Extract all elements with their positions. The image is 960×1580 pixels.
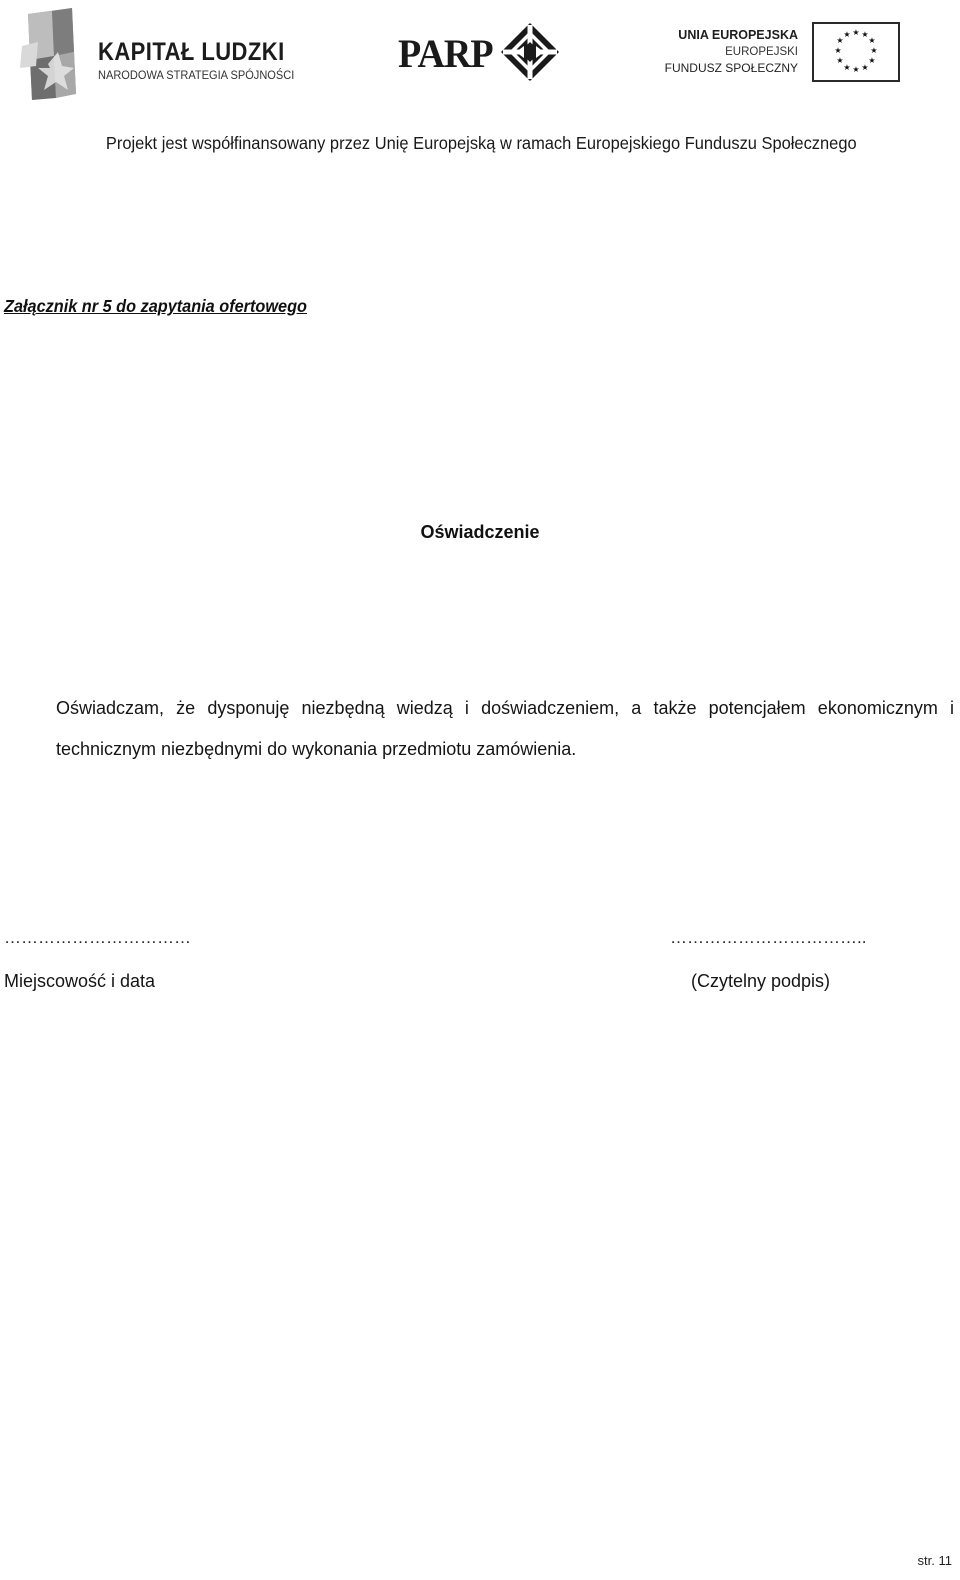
eu-logo bbox=[664, 20, 902, 86]
page-number: str. 11 bbox=[917, 1553, 952, 1568]
place-date-line: …………………………… bbox=[4, 928, 191, 947]
svg-text:★: ★ bbox=[852, 65, 860, 74]
kapital-ludzki-logo bbox=[18, 6, 308, 100]
eu-fund-label-2: FUNDUSZ SPOŁECZNY bbox=[664, 61, 798, 75]
signature-label: (Czytelny podpis) bbox=[691, 971, 831, 991]
kapital-ludzki-subtitle: NARODOWA STRATEGIA SPÓJNOŚCI bbox=[98, 68, 295, 82]
signature-line: …………………………….. bbox=[670, 928, 867, 947]
svg-text:★: ★ bbox=[868, 56, 876, 65]
svg-text:★: ★ bbox=[861, 30, 869, 39]
svg-text:★: ★ bbox=[836, 56, 844, 65]
parp-logo bbox=[398, 22, 568, 86]
svg-text:★: ★ bbox=[836, 36, 844, 45]
attachment-title: Załącznik nr 5 do zapytania ofertowego bbox=[4, 296, 307, 316]
statement-paragraph: Oświadczam, że dysponuję niezbędną wiedzą i doświadczeniem, a także potencjałem ekonomicznym i technicznym niezbędnymi do wykonania przedmiotu zamówienia. bbox=[56, 698, 954, 759]
kapital-ludzki-emblem-icon bbox=[18, 6, 80, 100]
svg-text:★: ★ bbox=[861, 63, 869, 72]
svg-text:★: ★ bbox=[868, 36, 876, 45]
svg-text:★: ★ bbox=[834, 46, 842, 55]
eu-flag-box bbox=[812, 22, 900, 82]
svg-text:★: ★ bbox=[843, 30, 851, 39]
project-cofinancing-line: Projekt jest współfinansowany przez Unię Europejską w ramach Europejskiego Funduszu Społecznego bbox=[105, 133, 857, 153]
parp-wordmark: PARP bbox=[398, 31, 493, 76]
svg-text:★: ★ bbox=[870, 46, 878, 55]
kapital-ludzki-title: KAPITAŁ LUDZKI bbox=[98, 38, 285, 66]
parp-diamond-arrows-icon bbox=[500, 22, 560, 82]
svg-text:★: ★ bbox=[843, 63, 851, 72]
eu-fund-label-1: EUROPEJSKI bbox=[725, 46, 798, 58]
eu-union-label: UNIA EUROPEJSKA bbox=[678, 28, 798, 42]
eu-flag-stars-icon bbox=[814, 24, 898, 80]
svg-text:★: ★ bbox=[852, 28, 860, 37]
place-date-label: Miejscowość i data bbox=[4, 971, 156, 991]
document-heading: Oświadczenie bbox=[420, 522, 540, 542]
